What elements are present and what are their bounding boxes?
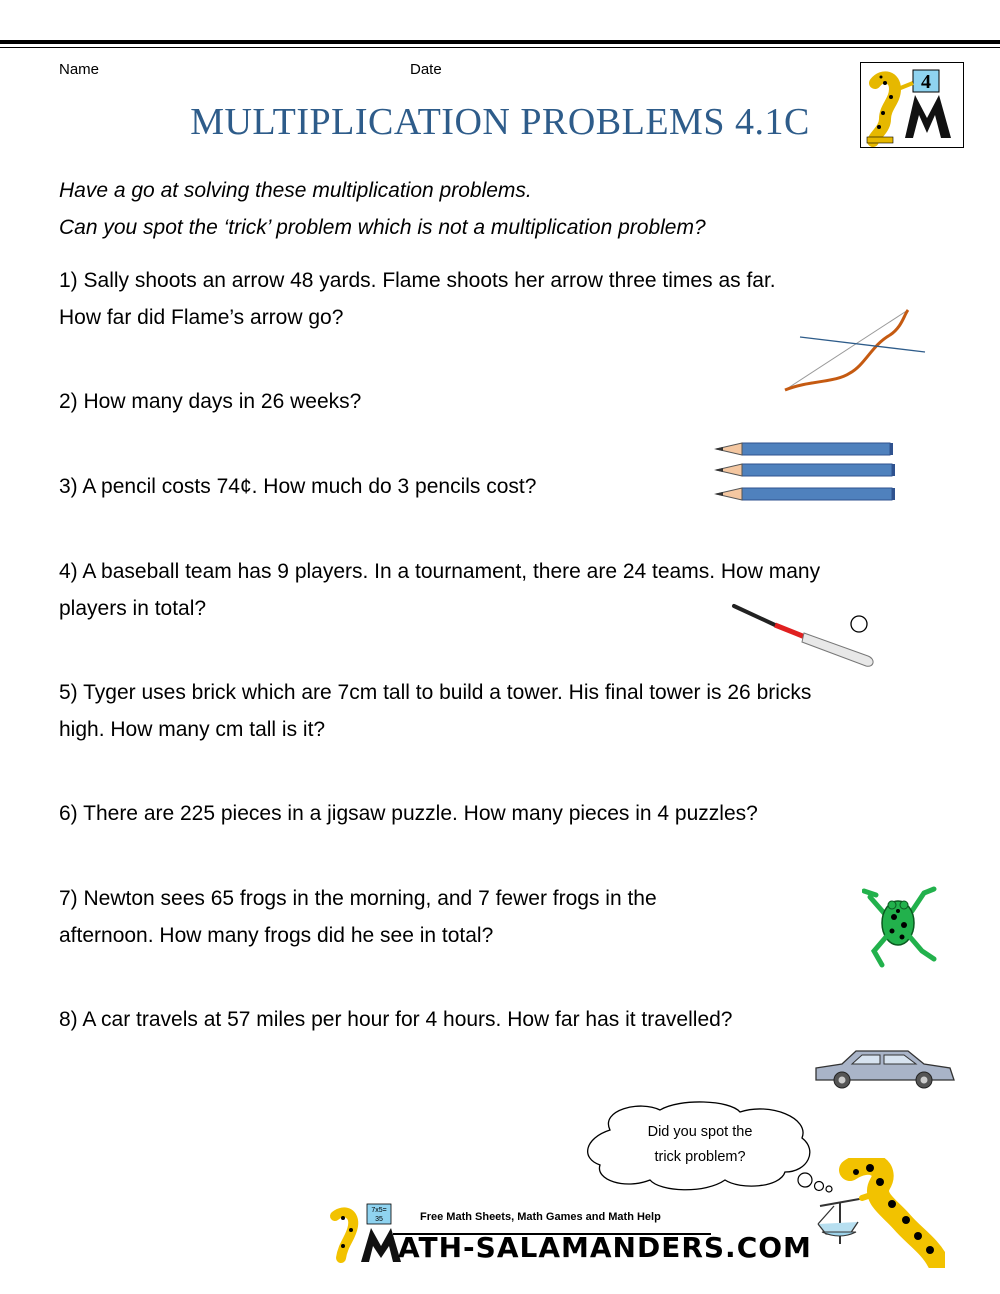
question-7-line-2: afternoon. How many frogs did he see in total? — [59, 924, 494, 947]
name-label: Name — [59, 61, 100, 78]
frog-icon — [862, 885, 938, 971]
question-1-line-1: 1) Sally shoots an arrow 48 yards. Flame shoots her arrow three times as far. — [59, 269, 776, 292]
footer-site-name: ATH-SALAMANDERS.COM — [398, 1231, 812, 1264]
question-8: 8) A car travels at 57 miles per hour for 4 hours. How far has it travelled? — [59, 1008, 733, 1031]
footer-badge-text-1: 7x5= — [371, 1207, 387, 1214]
footer-badge-text-2: 35 — [375, 1216, 383, 1223]
date-label: Date — [410, 61, 442, 78]
grade-badge: 4 — [921, 71, 931, 93]
top-rule-thick — [0, 40, 1000, 44]
question-5-line-1: 5) Tyger uses brick which are 7cm tall to build a tower. His final tower is 26 bricks — [59, 681, 812, 704]
top-rule-thin — [0, 47, 1000, 48]
salamander-scales-icon — [810, 1158, 945, 1268]
intro-line-1: Have a go at solving these multiplication problems. — [59, 179, 532, 202]
bow-arrow-icon — [780, 305, 930, 405]
question-5-line-2: high. How many cm tall is it? — [59, 718, 326, 741]
thought-bubble-line-1: Did you spot the — [647, 1124, 753, 1140]
question-2: 2) How many days in 26 weeks? — [59, 390, 362, 413]
car-icon — [812, 1046, 957, 1091]
footer-tagline: Free Math Sheets, Math Games and Math Help — [420, 1211, 661, 1223]
thought-bubble-line-2: trick problem? — [654, 1149, 746, 1165]
page-title: MULTIPLICATION PROBLEMS 4.1C — [190, 101, 810, 143]
question-6: 6) There are 225 pieces in a jigsaw puzzle. How many pieces in 4 puzzles? — [59, 802, 758, 825]
question-7-line-1: 7) Newton sees 65 frogs in the morning, and 7 fewer frogs in the — [59, 887, 657, 910]
question-4-line-1: 4) A baseball team has 9 players. In a tournament, there are 24 teams. How many — [59, 560, 821, 583]
baseball-bat-icon — [730, 600, 880, 672]
question-4-line-2: players in total? — [59, 597, 207, 620]
baseball-icon — [849, 614, 869, 634]
question-3: 3) A pencil costs 74¢. How much do 3 pencils cost? — [59, 475, 537, 498]
pencils-icon — [708, 440, 898, 505]
intro-line-2: Can you spot the ‘trick’ problem which is not a multiplication problem? — [59, 216, 706, 239]
question-1-line-2: How far did Flame’s arrow go? — [59, 306, 344, 329]
